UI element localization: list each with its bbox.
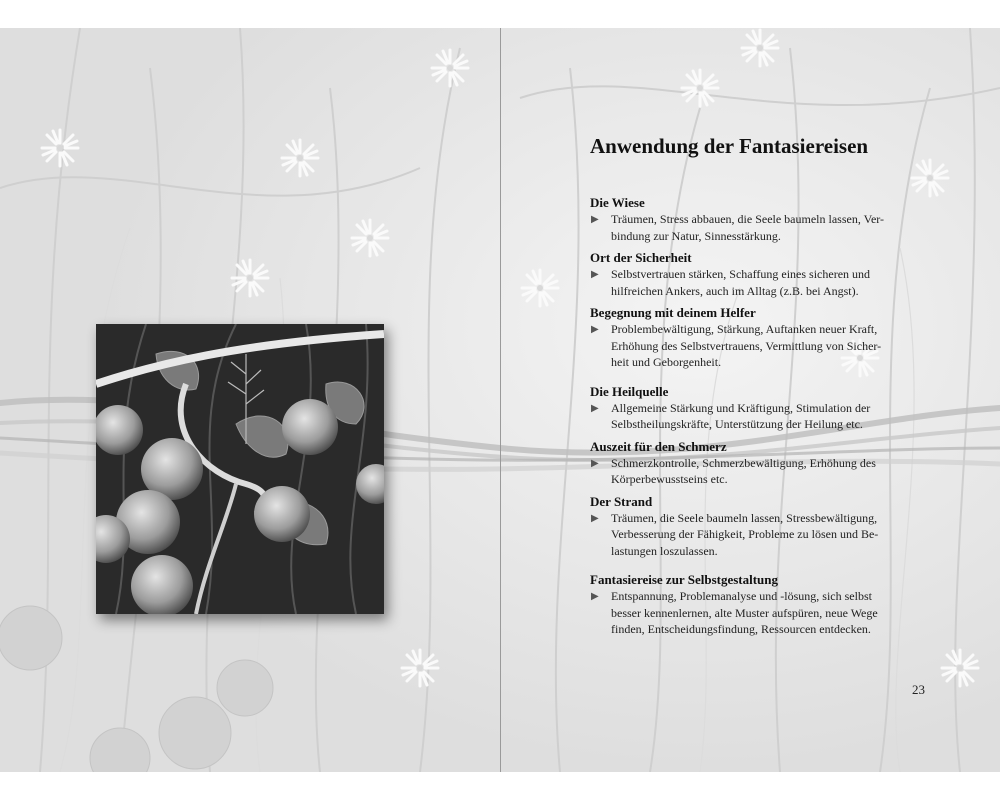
berries-photo-image [96, 324, 384, 614]
entry-description [590, 455, 930, 488]
page-number: 23 [912, 682, 925, 697]
entry-begegnung-mit-deinem-helfer [590, 304, 930, 371]
entry-line: Entspannung, Problemanalyse und -lösung, sich selbst [611, 589, 872, 603]
entry-description [590, 510, 930, 560]
entry-line: lastungen loszulassen. [611, 543, 718, 558]
entry-line: Träumen, die Seele baumeln lassen, Stressbewältigung, [611, 510, 878, 525]
entry-auszeit-fuer-den-schmerz [590, 438, 930, 488]
triangle-bullet-icon: ▶ [591, 591, 599, 602]
entry-line: Schmerzkontrolle, Schmerzbewältigung, Erhöhung des [611, 455, 876, 470]
berries-photo [96, 324, 384, 614]
right-page [590, 28, 930, 772]
triangle-bullet-icon: ▶ [591, 269, 599, 280]
entry-description [590, 321, 930, 371]
entry-line: hilfreichen Ankers, auch im Alltag (z.B. bei Angst). [611, 283, 859, 298]
entry-line: Träumen, Stress abbauen, die Seele baumeln lassen, Ver- [611, 212, 885, 226]
entry-title: Ort der Sicherheit [590, 250, 692, 265]
entry-title: Fantasiereise zur Selbstgestaltung [590, 572, 779, 587]
entry-line: Körperbewusstseins etc. [611, 472, 728, 486]
page-gutter [500, 28, 501, 772]
entry-description [590, 211, 930, 244]
entry-ort-der-sicherheit [590, 249, 930, 299]
triangle-bullet-icon: ▶ [591, 512, 599, 524]
entry-list [590, 194, 930, 643]
page-title: Anwendung der Fantasiereisen [590, 134, 869, 158]
triangle-bullet-icon: ▶ [591, 324, 599, 335]
entry-der-strand [590, 493, 930, 560]
entry-line: Selbstvertrauen stärken, Schaffung eines sicheren und [611, 267, 871, 281]
entry-description [590, 400, 930, 433]
entry-line: Allgemeine Stärkung und Kräftigung, Stimulation der [611, 400, 871, 415]
entry-description [590, 266, 930, 299]
entry-title: Begegnung mit deinem Helfer [590, 305, 756, 320]
entry-line: Erhöhung des Selbstvertrauens, Vermittlung von Sicher- [611, 338, 882, 353]
book-spread [0, 28, 1000, 772]
entry-title: Auszeit für den Schmerz [590, 438, 727, 454]
entry-fantasiereise-zur-selbstgestaltung [590, 571, 930, 638]
entry-title: Die Wiese [590, 195, 645, 210]
entry-line: besser kennenlernen, alte Muster aufspüren, neue Wege [611, 605, 878, 620]
entry-line: Problembewältigung, Stärkung, Auftanken neuer Kraft, [611, 322, 878, 336]
triangle-bullet-icon: ▶ [591, 457, 599, 469]
entry-line: bindung zur Natur, Sinnesstärkung. [611, 228, 781, 243]
triangle-bullet-icon: ▶ [591, 402, 599, 414]
entry-description [590, 588, 930, 638]
entry-line: Verbesserung der Fähigkeit, Probleme zu lösen und Be- [611, 527, 879, 541]
entry-die-heilquelle [590, 383, 930, 433]
entry-line: finden, Entscheidungsfindung, Ressourcen entdecken. [611, 622, 871, 636]
entry-title: Der Strand [590, 493, 653, 509]
entry-line: heit und Geborgenheit. [611, 355, 722, 369]
triangle-bullet-icon: ▶ [591, 214, 599, 225]
entry-die-wiese [590, 194, 930, 244]
entry-line: Selbstheilungskräfte, Unterstützung der Heilung etc. [611, 417, 863, 431]
entry-title: Die Heilquelle [590, 383, 669, 399]
